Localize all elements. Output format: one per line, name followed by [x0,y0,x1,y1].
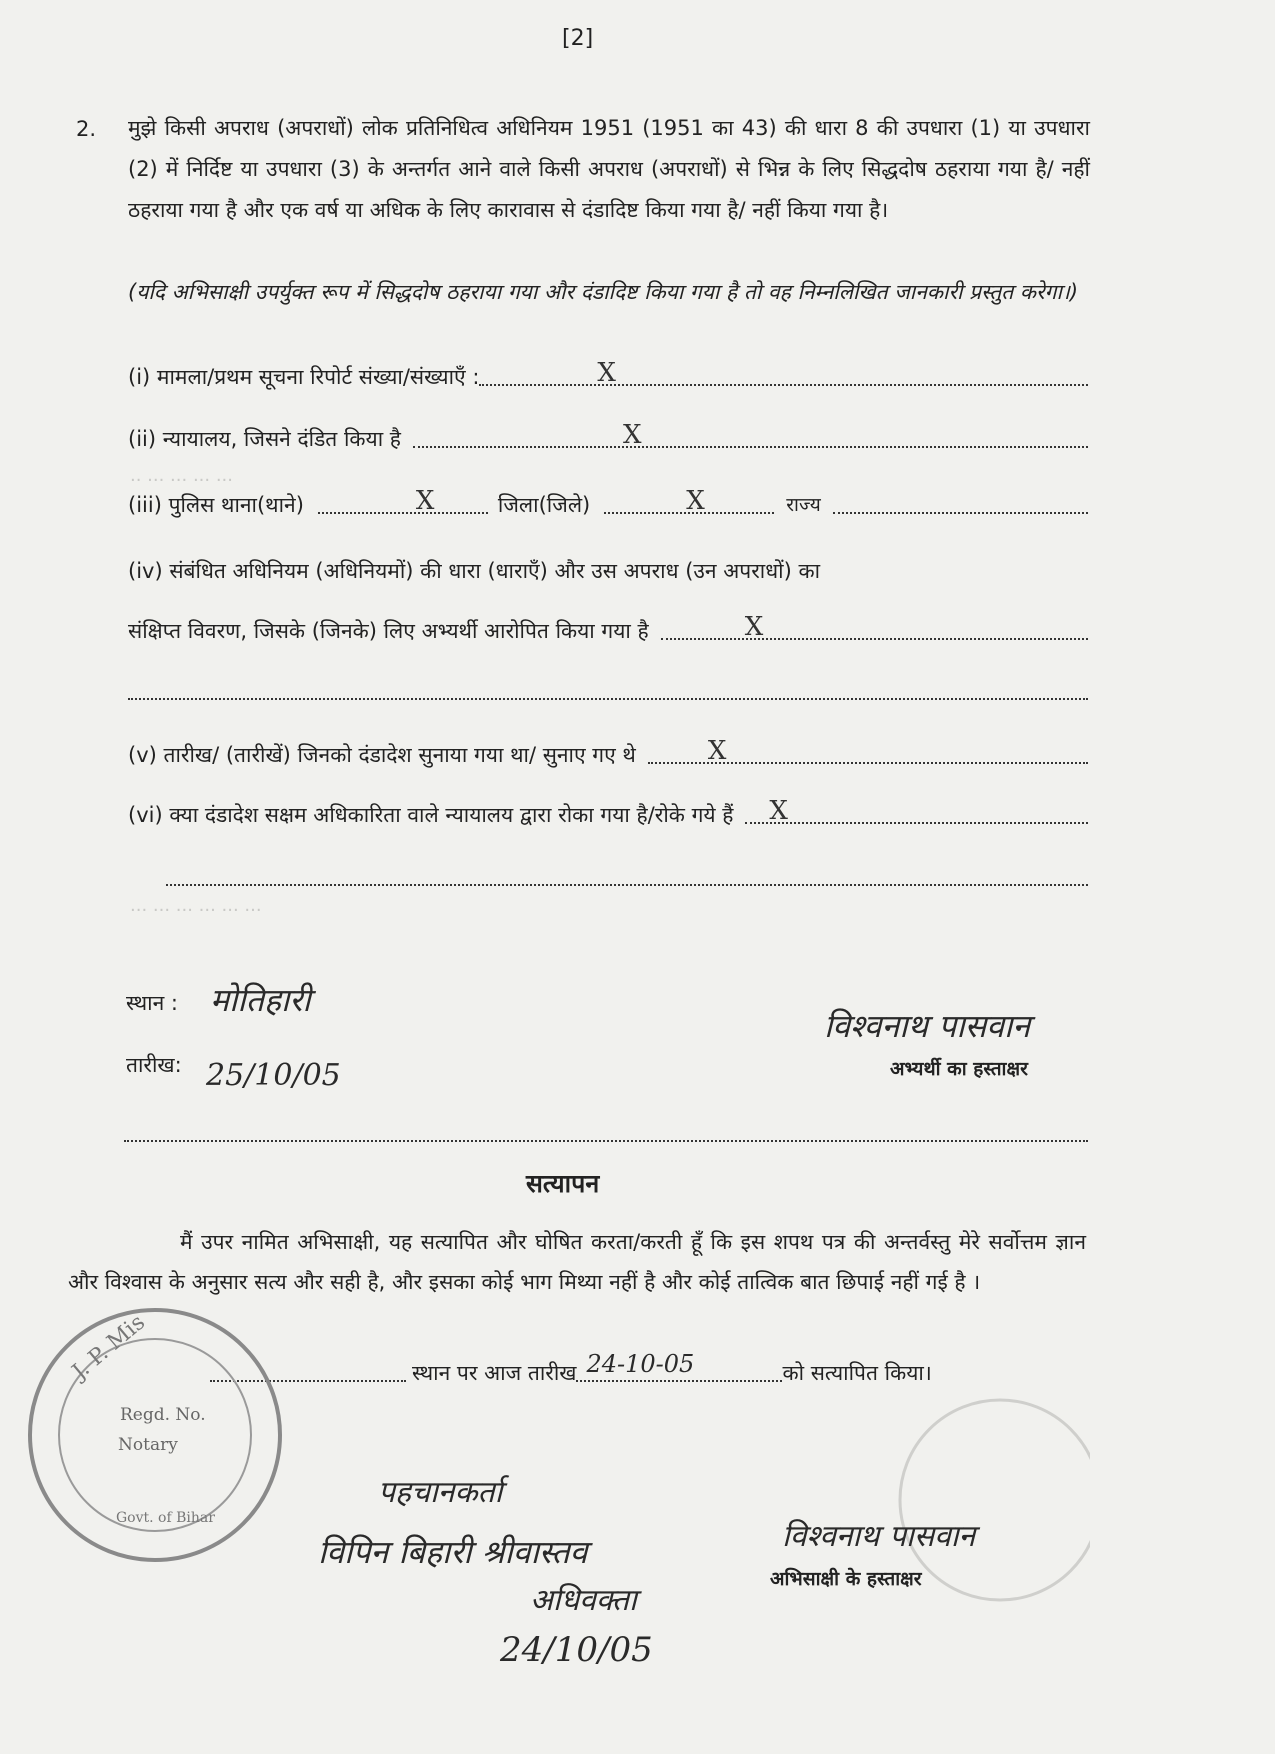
separator-line [124,1118,1088,1148]
field-v-blank [648,736,1088,766]
field-iv-blank-2 [128,698,1088,700]
field-row-iii [128,486,1088,520]
date-label: तारीख: [126,1053,182,1077]
advocate-name-handwritten: विपिन बिहारी श्रीवास्तव [318,1533,588,1571]
verification-heading: सत्यापन [526,1169,600,1198]
deponent-sign-label: अभिसाक्षी के हस्ताक्षर [770,1568,922,1590]
advocate-date-handwritten: 24/10/05 [500,1630,653,1670]
place-handwritten: मोतिहारी [210,981,311,1019]
field-iv-extra-line [128,676,1088,706]
field-i-label: (i) मामला/प्रथम सूचना रिपोर्ट संख्या/संख्याएँ : [128,365,480,389]
cross-mark: X [707,736,727,766]
place-label: स्थान : [126,991,179,1015]
stamp-line-3: Notary [118,1435,178,1455]
field-iv-line2: संक्षिप्त विवरण, जिसके (जिनके) लिए अभ्यर्थी आरोपित किया गया है [128,619,649,643]
verification-date-blank [576,1350,782,1382]
advocate-title-handwritten: अधिवक्ता [530,1583,637,1618]
field-row-iv [128,612,1088,646]
field-vi-blank [745,796,1088,826]
field-iv-line1: (iv) संबंधित अधिनियम (अधिनियमों) की धारा (धाराएँ) और उस अपराध (उन अपराधों) का [128,559,821,583]
field-iii-state-label: राज्य [786,494,821,516]
deponent-signature: विश्वनाथ पासवान [782,1519,976,1554]
field-row-v [128,736,1088,770]
field-i-blank [479,358,1088,388]
field-iii-district-label: जिला(जिले) [497,493,591,517]
field-iv-blank [661,612,1088,642]
stamp-line-4: Govt. of Bihar [116,1510,215,1526]
cross-mark: X [769,796,788,826]
field-vi-extra-line [166,862,1088,892]
show-through-text: ·· ··· ··· ··· ··· [130,470,233,491]
field-row-vi [128,796,1088,830]
field-iii-district-blank [604,486,774,516]
field-ii-blank [413,420,1088,450]
field-iii-label: (iii) पुलिस थाना(थाने) [128,493,304,517]
page-number: [2] [562,26,594,51]
cross-mark: X [686,486,705,516]
show-through-text: ··· ··· ··· ··· ··· ··· [130,900,262,921]
separator-dots [124,1140,1088,1142]
field-row-i [128,358,1088,392]
date-handwritten: 25/10/05 [206,1058,341,1093]
notary-stamp [20,1300,290,1570]
cross-mark: X [597,358,616,388]
field-row-ii [128,420,1088,454]
candidate-sign-label: अभ्यर्थी का हस्ताक्षर [890,1058,1028,1080]
stamp-line-2: Regd. No. [120,1405,206,1425]
cross-mark: X [415,486,435,516]
verification-place-line [210,1350,1040,1388]
verification-date-value: 24-10-05 [586,1350,695,1378]
candidate-signature: विश्वनाथ पासवान [824,1007,1031,1045]
item-number: 2. [76,117,97,141]
cross-mark: X [744,612,764,642]
identifier-handwritten: पहचानकर्ता [378,1475,503,1510]
field-ii-label: (ii) न्यायालय, जिसने दंडित किया है [128,427,401,451]
cross-mark: X [622,420,642,450]
field-vi-blank-2 [166,884,1088,886]
field-v-label: (v) तारीख/ (तारीखें) जिनको दंडादेश सुनाया गया था/ सुनाए गए थे [128,743,636,767]
field-iii-state-blank [833,512,1088,514]
verification-verified-text: को सत्यापित किया। [782,1361,932,1385]
verification-text: मैं उपर नामित अभिसाक्षी, यह सत्यापित और घोषित करता/करती हूँ कि इस शपथ पत्र की अन्तर्वस्तु मेरे सर्वोत्तम ज्ञान और विश्वास के अनुसार सत्य और सही है, और इसका कोई भाग मिथ्या नहीं है और कोई तात्विक बात छिपाई नहीं गई है । [68,1230,1086,1294]
item-paragraph: मुझे किसी अपराध (अपराधों) लोक प्रतिनिधित्व अधिनियम 1951 (1951 का 43) की धारा 8 की उपधारा (1) या उपधारा (2) में निर्दिष्ट या उपधारा (3) के अन्तर्गत आने वाले किसी अपराध (अपराधों) से भिन्न के लिए सिद्धदोष ठहराया गया है/ नहीं ठहराया गया है और एक वर्ष या अधिक के लिए कारावास से दंडादिष्ट किया गया है/ नहीं किया गया है। [128,116,1090,222]
verification-place-text: स्थान पर आज तारीख [412,1361,577,1385]
field-vi-label: (vi) क्या दंडादेश सक्षम अधिकारिता वाले न्यायालय द्वारा रोका गया है/रोके गये हैं [128,803,734,827]
item-note: (यदि अभिसाक्षी उपर्युक्त रूप में सिद्धदोष ठहराया गया और दंडादिष्ट किया गया है तो वह निम्नलिखित जानकारी प्रस्तुत करेगा।) [128,280,1079,304]
field-iii-station-blank [318,486,488,516]
stamp-line-1: J. P. Mis [67,1309,150,1385]
